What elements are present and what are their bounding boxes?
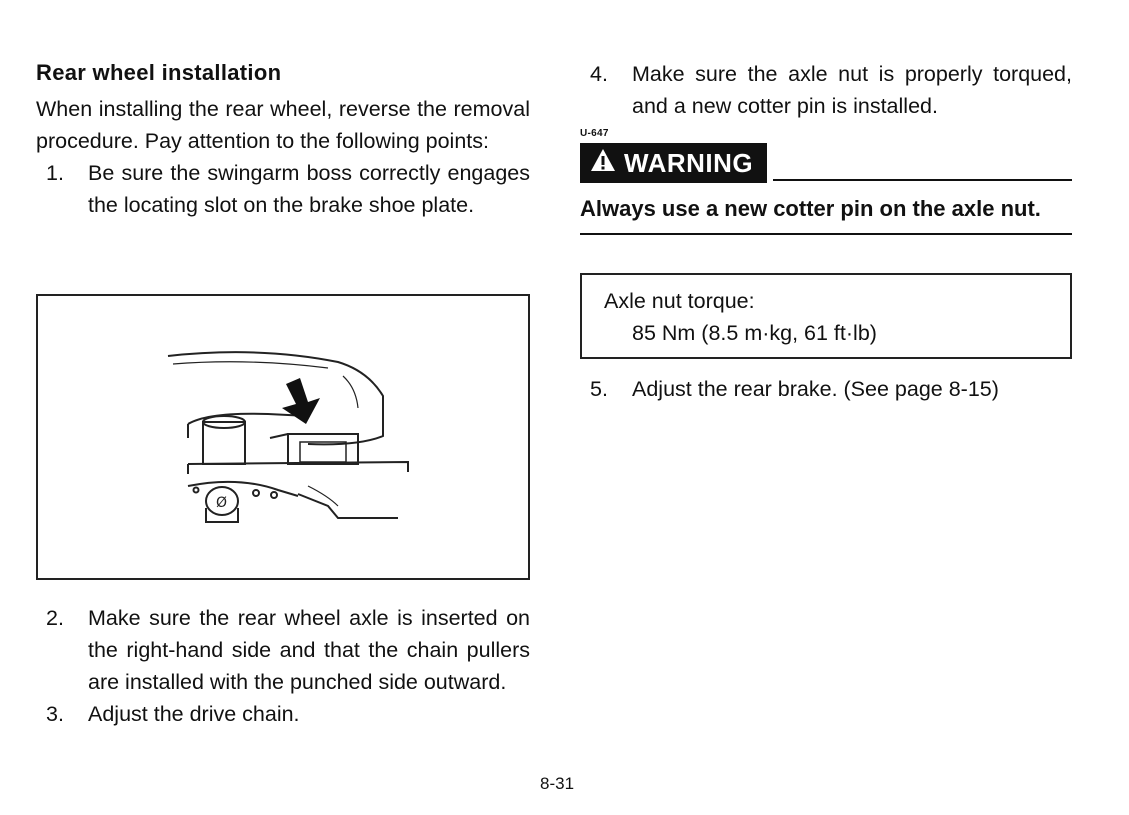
right-column <box>580 58 1072 405</box>
page-number: 8-31 <box>540 774 575 793</box>
warning-header <box>580 143 1072 183</box>
steps-list-bottom <box>36 602 530 730</box>
step-number: 3. <box>46 702 64 726</box>
swingarm-illustration <box>38 296 528 578</box>
step-number: 4. <box>590 62 608 86</box>
step-number: 5. <box>590 377 608 401</box>
list-item <box>36 698 530 730</box>
torque-value: 85 Nm (8.5 m·kg, 61 ft·lb) <box>632 321 877 345</box>
intro-paragraph: When installing the rear wheel, reverse the removal procedure. Pay attention to the following points: <box>36 97 530 153</box>
arrow-icon <box>282 378 320 424</box>
steps-list-right-top <box>580 58 1072 122</box>
step-number: 1. <box>46 161 64 185</box>
warning-triangle-icon <box>590 145 616 181</box>
warning-text: Always use a new cotter pin on the axle nut. <box>580 193 1072 235</box>
step-text: Adjust the drive chain. <box>88 702 300 726</box>
list-item <box>36 602 530 698</box>
section-heading: Rear wheel installation <box>36 60 282 85</box>
warning-rule <box>773 178 1072 181</box>
torque-label: Axle nut torque: <box>604 289 755 313</box>
step-text: Adjust the rear brake. (See page 8-15) <box>632 377 999 401</box>
step-text: Make sure the rear wheel axle is inserted on the right-hand side and that the chain pullers are installed with the punched side outward. <box>88 606 530 694</box>
reference-code: U-647 <box>580 128 609 139</box>
warning-label: WARNING <box>624 148 754 178</box>
illustration-box <box>36 294 530 580</box>
step-number: 2. <box>46 606 64 630</box>
left-column <box>36 58 530 221</box>
torque-spec-box <box>580 273 1072 359</box>
steps-list-top <box>36 157 530 221</box>
svg-text:Ø: Ø <box>216 495 228 511</box>
warning-badge <box>580 143 767 183</box>
step-text: Be sure the swingarm boss correctly engages the locating slot on the brake shoe plate. <box>88 161 530 217</box>
list-item <box>36 157 530 221</box>
steps-list-right-bottom <box>580 373 1072 405</box>
step-text: Make sure the axle nut is properly torqued, and a new cotter pin is installed. <box>632 62 1072 118</box>
left-column-bottom <box>36 602 530 730</box>
list-item <box>580 373 1072 405</box>
list-item <box>580 58 1072 122</box>
